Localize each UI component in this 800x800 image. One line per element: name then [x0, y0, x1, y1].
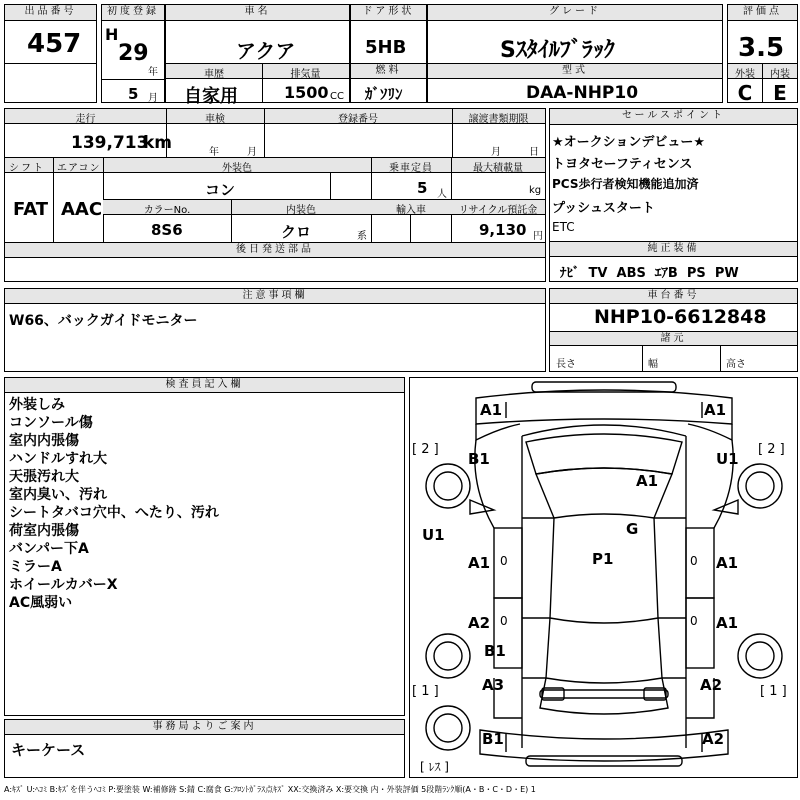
car-outline	[410, 378, 797, 777]
inspector-line: 室内臭い、汚れ	[9, 487, 107, 503]
inspection-label: 車検	[205, 114, 225, 125]
yen-unit: 円	[533, 231, 543, 242]
displacement-label: 排気量	[290, 69, 321, 80]
model-label: 型式	[428, 64, 722, 79]
interior-color: クロ	[281, 223, 312, 241]
mark-door-rr: A1	[716, 614, 739, 632]
color-label: 外装色	[222, 163, 252, 174]
mark-hood: A1	[636, 472, 659, 490]
mark-fender-right: U1	[716, 450, 739, 468]
tire-fl-count: [ 2 ]	[412, 442, 439, 457]
load-label: 最大積載量	[473, 163, 523, 174]
load-unit: kg	[529, 185, 542, 196]
notes-text: W66、バックガイドモニター	[9, 313, 198, 329]
later-parts-label: 後日発送部品	[5, 243, 545, 258]
score: 3.5	[738, 33, 785, 63]
mark-rear-fender-left: A3	[482, 676, 505, 694]
tire-fr-count: [ 2 ]	[758, 442, 785, 457]
mark-quarter-left: B1	[484, 642, 506, 660]
spare-tire-mark: [ ﾚｽ ]	[420, 760, 449, 774]
mark-rear-left: B1	[482, 730, 504, 748]
recycle-label: リサイクル預託金	[458, 205, 538, 216]
colorno-label: カラーNo.	[143, 205, 191, 216]
interior-label: 内装色	[286, 205, 316, 216]
recycle-fee: 9,130	[479, 221, 527, 239]
era: H	[105, 25, 119, 44]
ext-grade: C	[737, 81, 753, 105]
inspector-line: バンパー下A	[9, 541, 89, 557]
door-label: ドア形状	[351, 5, 426, 21]
inspector-line: シートタバコ穴中、へたり、汚れ	[9, 505, 219, 521]
small-mark: 0	[690, 614, 698, 628]
sales-label: セールスポイント	[550, 109, 797, 125]
reg-label: 初度登録	[102, 5, 164, 21]
color-number: 8S6	[151, 221, 183, 239]
interior-unit: 系	[357, 231, 367, 242]
capacity-label: 乗車定員	[389, 163, 433, 174]
mark-left-side: U1	[422, 526, 445, 544]
length-label: 長さ	[556, 359, 576, 370]
reg-year: 29	[118, 41, 149, 66]
equip-label: 純正装備	[550, 242, 797, 257]
score-label: 評価点	[728, 5, 797, 21]
grade-label: グレード	[428, 5, 722, 21]
details-box	[4, 108, 546, 282]
inspector-label: 検査員記入欄	[5, 378, 404, 393]
inspector-line: 室内内張傷	[9, 433, 79, 449]
office-label: 事務局よりご案内	[5, 720, 404, 735]
sales-point: PCS歩行者検知機能追加済	[552, 177, 699, 191]
history-label: 車歴	[204, 69, 224, 80]
model-code: DAA-NHP10	[526, 83, 639, 103]
inspector-line: 天張汚れ大	[9, 469, 79, 485]
month-unit: 月	[148, 93, 158, 104]
chassis-label: 車台番号	[550, 289, 797, 304]
ac-label: エアコン	[57, 163, 101, 174]
inspector-line: 外装しみ	[9, 397, 65, 413]
car-diagram	[409, 377, 798, 778]
capacity-unit: 人	[437, 189, 447, 200]
lot-cell	[4, 4, 97, 103]
notes-label: 注意事項欄	[5, 289, 545, 304]
registration-cell	[101, 4, 165, 103]
sales-point: プッシュスタート	[552, 201, 655, 216]
mark-roof: P1	[592, 550, 614, 568]
fuel: ｶﾞｿﾘﾝ	[365, 85, 403, 103]
int-grade: E	[773, 81, 787, 105]
height-label: 高さ	[726, 359, 746, 370]
ext-label: 外装	[735, 69, 755, 80]
import-label: 輸入車	[396, 205, 426, 216]
inspector-line: ハンドルすれ大	[9, 451, 107, 467]
insp-year-unit: 年	[209, 147, 219, 158]
car-name: アクア	[236, 39, 296, 63]
lot-label: 出品番号	[5, 5, 96, 21]
mark-door-fl: A1	[468, 554, 491, 572]
history: 自家用	[184, 86, 238, 107]
tire-rr-count: [ 1 ]	[760, 684, 787, 699]
inspector-lines	[9, 396, 219, 612]
capacity: 5	[417, 179, 428, 197]
exterior-color: コン	[205, 181, 236, 199]
grade-cell	[427, 4, 723, 103]
mark-rear-right: A2	[702, 730, 725, 748]
inspector-line: ミラーA	[9, 559, 62, 575]
name-cell	[165, 4, 350, 107]
office-box	[4, 719, 405, 778]
mark-rear-fender-right: A2	[700, 676, 723, 694]
office-text: キーケース	[11, 741, 86, 759]
sales-point: ETC	[552, 220, 575, 234]
chassis-number: NHP10-6612848	[594, 306, 767, 328]
deadline-label: 譲渡書類期限	[468, 114, 529, 125]
legend: A:ｷｽﾞ U:ﾍｺﾐ B:ｷｽﾞを伴うﾍｺﾐ P:要塗装 W:補修跡 S:錆 C:腐食 G:ﾌﾛﾝﾄｶﾞﾗｽ点ｷｽﾞ XX:交換済み X:要交換 内・外装評価 5段階ﾗﾝｸ順(A・B・C・D・E) 1	[4, 785, 536, 794]
equipment: ﾅﾋﾞ TV ABS ｴｱB PS PW	[560, 266, 739, 281]
door-type: 5HB	[365, 37, 407, 58]
displacement: 1500	[284, 83, 329, 102]
mark-door-fr: A1	[716, 554, 739, 572]
mark-front-right: A1	[704, 401, 727, 419]
insp-month-unit: 月	[247, 147, 257, 158]
mark-windshield: G	[626, 520, 639, 538]
mark-door-rl: A2	[468, 614, 491, 632]
fuel-label: 燃料	[351, 64, 426, 79]
inspector-line: コンソール傷	[9, 415, 93, 431]
chassis-box	[549, 288, 798, 372]
lot-number: 457	[27, 29, 82, 59]
mark-fender-left: B1	[468, 450, 490, 468]
plate-label: 登録番号	[338, 114, 378, 125]
name-label: 車名	[166, 5, 349, 21]
small-mark: 0	[690, 554, 698, 568]
shift: FAT	[13, 199, 49, 220]
score-cell	[727, 4, 798, 103]
inspector-box	[4, 377, 405, 716]
year-unit: 年	[148, 67, 158, 78]
mileage-label: 走行	[75, 114, 96, 125]
width-label: 幅	[648, 359, 658, 370]
spec-label: 諸元	[550, 332, 797, 346]
cc-unit: CC	[330, 91, 344, 102]
small-mark: 0	[500, 614, 508, 628]
inspector-line: AC風弱い	[9, 595, 73, 611]
shift-label: シフト	[9, 163, 45, 174]
sales-point: ★オークションデビュー★	[552, 135, 706, 150]
reg-month: 5	[128, 85, 139, 103]
int-label: 内装	[770, 69, 790, 80]
door-cell	[350, 4, 427, 103]
ac: AAC	[61, 199, 103, 220]
small-mark: 0	[500, 554, 508, 568]
mark-front-left: A1	[480, 401, 503, 419]
inspector-line: ホイールカバーX	[9, 577, 118, 593]
grade: Sｽﾀｲﾙﾌﾞﾗｯｸ	[500, 38, 615, 63]
km-unit: km	[143, 133, 173, 153]
inspector-line: 荷室内張傷	[9, 523, 79, 539]
sales-point: トヨタセーフティセンス	[552, 157, 693, 172]
notes-box	[4, 288, 546, 372]
sales-box	[549, 108, 798, 282]
deadline-month: 月	[491, 147, 501, 158]
mileage: 139,713	[71, 133, 149, 153]
tire-rl-count: [ 1 ]	[412, 684, 439, 699]
deadline-day: 日	[529, 147, 539, 158]
